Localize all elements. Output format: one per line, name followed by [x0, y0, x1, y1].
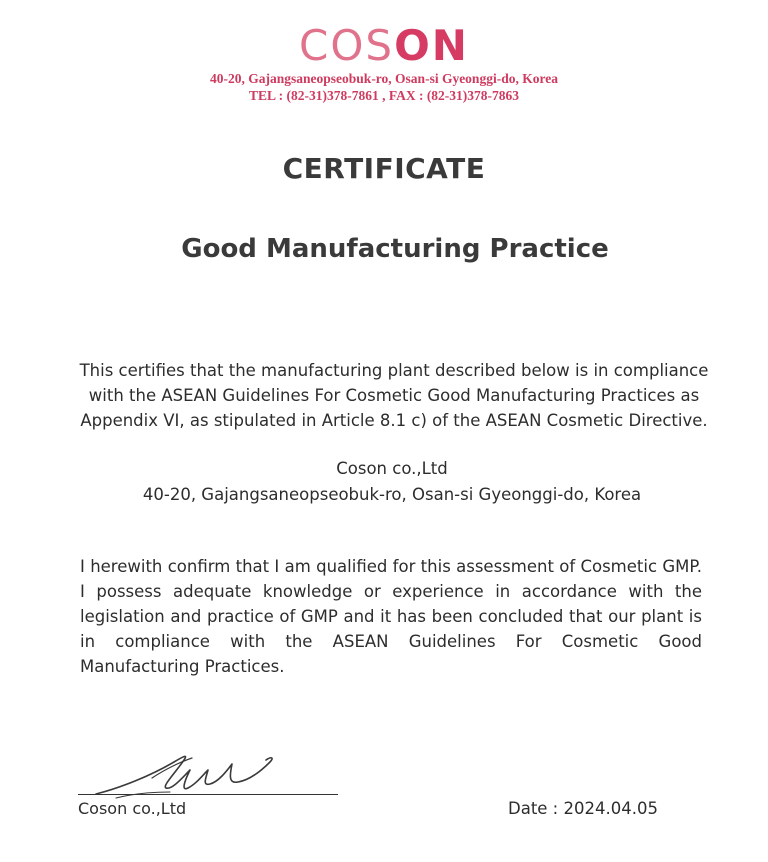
certificate-subtitle: Good Manufacturing Practice	[181, 234, 609, 264]
company-logo	[0, 22, 768, 70]
statement-line: with the ASEAN Guidelines For Cosmetic Good Manufacturing Practices as	[88, 386, 700, 405]
letterhead-address: 40-20, Gajangsaneopseobuk-ro, Osan-si Gyeonggi-do, Korea	[210, 71, 558, 86]
statement-line: Appendix VI, as stipulated in Article 8.1 c) of the ASEAN Cosmetic Directive.	[80, 411, 708, 430]
company-name: Coson co.,Ltd	[336, 459, 448, 478]
confirmation-line: in compliance with the ASEAN Guidelines For Cosmetic Good	[80, 632, 702, 651]
company-block	[0, 456, 768, 508]
signer-name: Coson co.,Ltd	[78, 799, 187, 818]
confirmation-line: legislation and practice of GMP and it has been concluded that our plant is	[80, 607, 702, 626]
certificate-title: CERTIFICATE	[282, 152, 486, 185]
handwritten-signature	[92, 748, 292, 804]
confirmation-line: I herewith confirm that I am qualified for this assessment of Cosmetic GMP.	[80, 557, 702, 576]
logo-text-light: COS	[299, 21, 395, 70]
company-address: 40-20, Gajangsaneopseobuk-ro, Osan-si Gyeonggi-do, Korea	[142, 485, 642, 504]
statement-line: This certifies that the manufacturing plant described below is in compliance	[79, 361, 709, 380]
confirmation-line: I possess adequate knowledge or experience in accordance with the	[80, 582, 702, 601]
compliance-statement	[60, 358, 728, 433]
confirmation-line: Manufacturing Practices.	[80, 657, 285, 676]
letterhead-contact: TEL : (82-31)378-7861 , FAX : (82-31)378-7863	[248, 88, 520, 103]
letterhead	[0, 22, 768, 104]
logo-text-bold: ON	[394, 21, 469, 70]
signature-line	[78, 794, 338, 795]
certificate-date: Date : 2024.04.05	[508, 799, 658, 818]
confirmation-paragraph	[80, 554, 702, 679]
